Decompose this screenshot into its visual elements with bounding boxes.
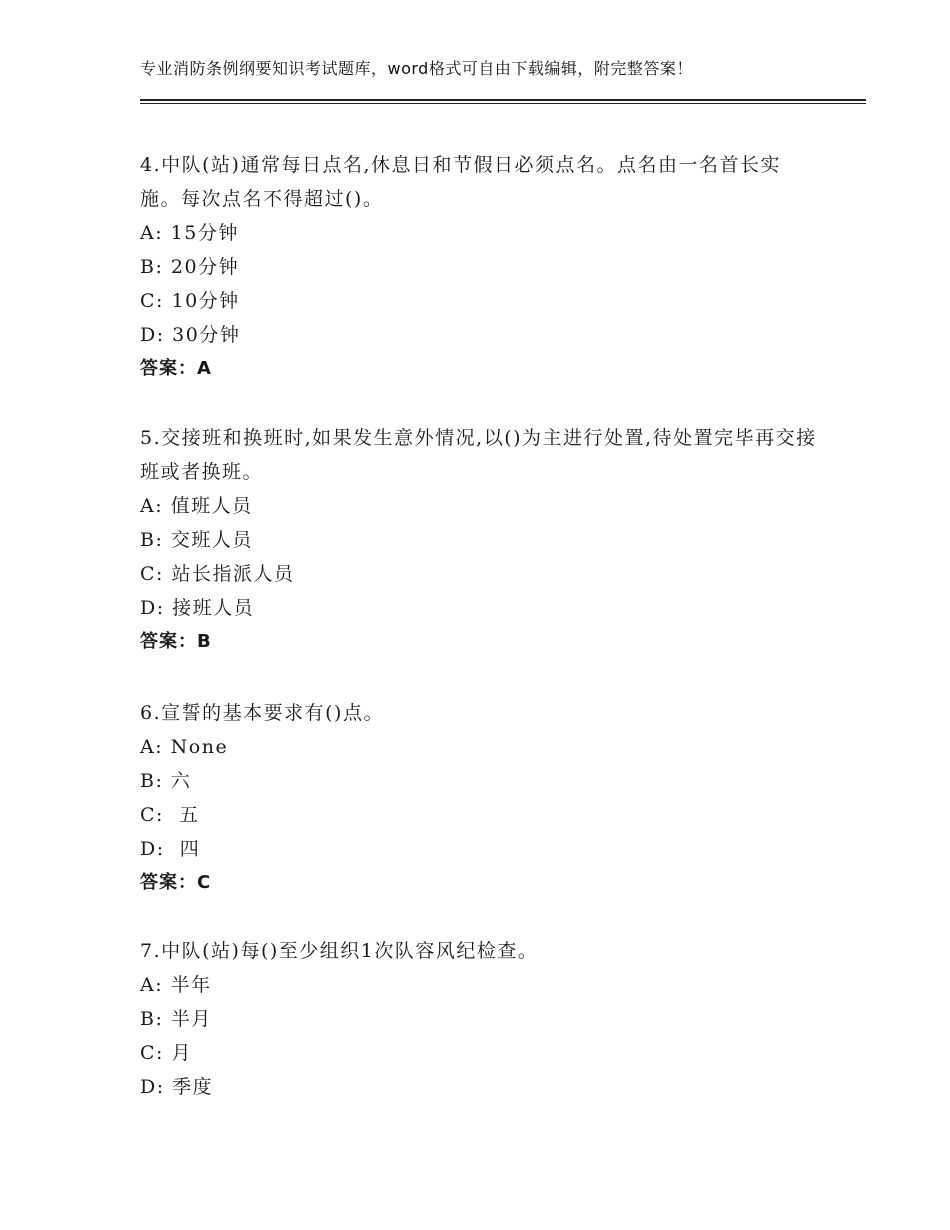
option-d: D: 四 <box>140 838 201 860</box>
header-rule-thick <box>140 99 866 101</box>
option-d: D: 30分钟 <box>140 324 241 346</box>
option-c: C: 月 <box>140 1042 192 1064</box>
option-d: D: 接班人员 <box>140 597 255 619</box>
answer-line: 答案：B <box>140 631 212 652</box>
answer-line: 答案：A <box>140 358 212 379</box>
header-rule-thin <box>140 103 866 104</box>
option-b: B: 半月 <box>140 1008 212 1030</box>
answer-line: 答案：C <box>140 872 212 893</box>
option-d: D: 季度 <box>140 1076 214 1098</box>
option-a: A: 15分钟 <box>140 222 239 244</box>
question-7 <box>140 934 820 1104</box>
question-5 <box>140 421 820 659</box>
option-b: B: 六 <box>140 770 192 792</box>
question-4 <box>140 148 820 386</box>
option-c: C: 五 <box>140 804 200 826</box>
option-a: A: 半年 <box>140 974 212 996</box>
question-stem: 7.中队(站)每()至少组织1次队容风纪检查。 <box>140 940 539 962</box>
option-a: A: None <box>140 736 229 758</box>
question-stem: 5.交接班和换班时,如果发生意外情况,以()为主进行处置,待处置完毕再交接班或者换班。 <box>140 427 817 483</box>
question-6 <box>140 696 820 900</box>
question-stem: 6.宣誓的基本要求有()点。 <box>140 702 384 724</box>
option-b: B: 20分钟 <box>140 256 240 278</box>
page-header: 专业消防条例纲要知识考试题库，word格式可自由下载编辑，附完整答案！ <box>140 59 693 78</box>
option-b: B: 交班人员 <box>140 529 253 551</box>
question-stem: 4.中队(站)通常每日点名,休息日和节假日必须点名。点名由一名首长实施。每次点名不得超过()。 <box>140 154 781 210</box>
option-c: C: 10分钟 <box>140 290 240 312</box>
option-a: A: 值班人员 <box>140 495 253 517</box>
option-c: C: 站长指派人员 <box>140 563 295 585</box>
